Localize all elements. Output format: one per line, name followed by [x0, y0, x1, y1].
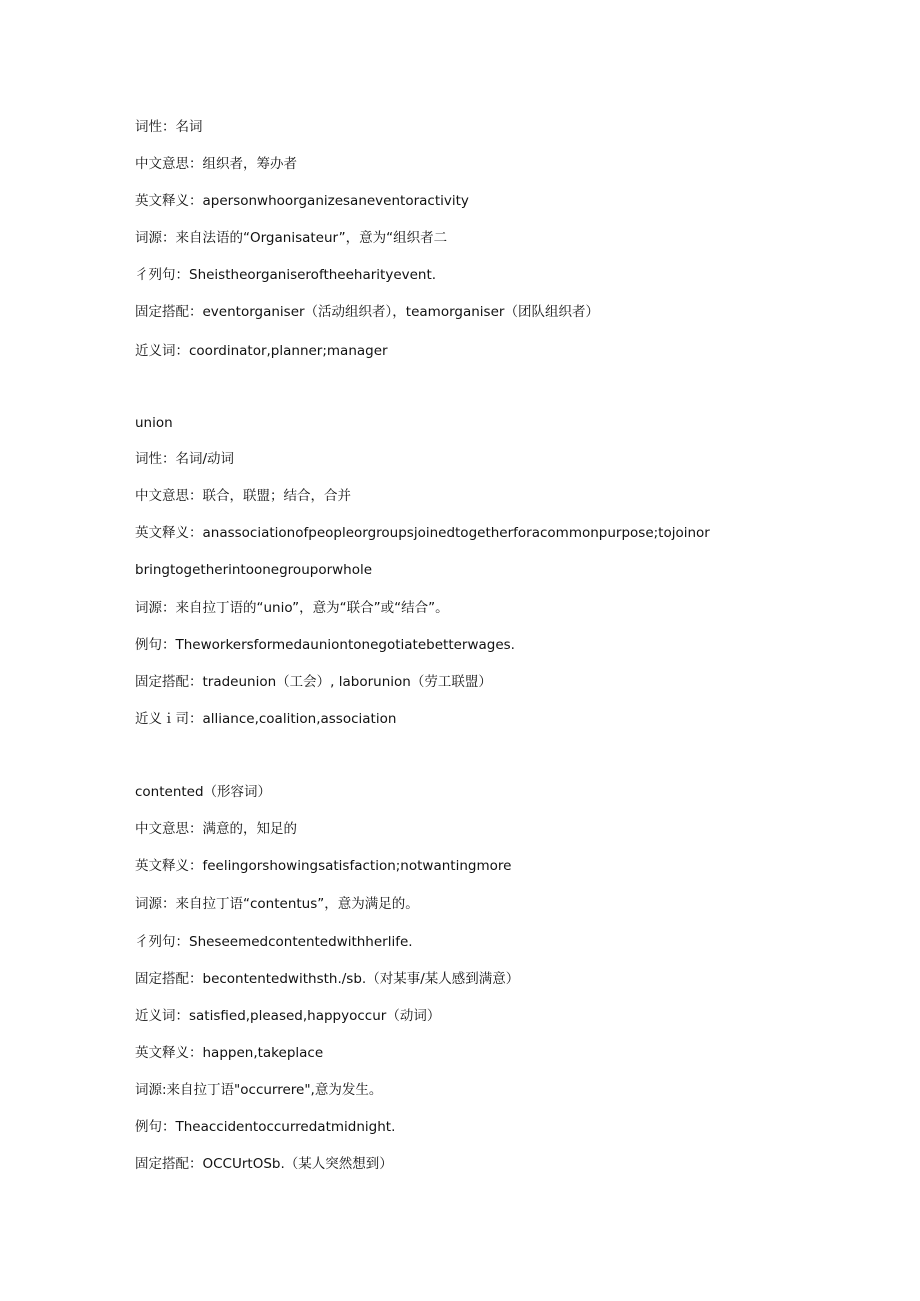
union-pos: 词性：名词/动词: [135, 451, 235, 467]
occur-en-def: 英文释义：happen,takeplace: [135, 1045, 324, 1061]
occur-etymology: 词源:来自拉丁语"occurrere",意为发生。: [135, 1082, 383, 1098]
union-headword: union: [135, 415, 173, 431]
organiser-collocation: 固定搭配：eventorganiser（活动组织者），teamorganiser（团队组织者）: [135, 304, 599, 320]
organiser-example: 彳列句：Sheistheorganiseroftheeharityevent.: [135, 267, 437, 283]
contented-headword: contented（形容词）: [135, 784, 272, 800]
contented-example: 彳列句：Sheseemedcontentedwithherlife.: [135, 934, 413, 950]
organiser-synonyms: 近义词：coordinator,planner;manager: [135, 343, 388, 359]
occur-collocation: 固定搭配：OCCUrtOSb.（某人突然想到）: [135, 1156, 393, 1172]
union-etymology: 词源：来自拉丁语的“unio”，意为“联合”或“结合”。: [135, 600, 449, 616]
contented-cn-meaning: 中文意思：满意的，知足的: [135, 821, 297, 837]
union-en-def-continued: bringtogetherintoonegrouporwhole: [135, 562, 373, 578]
contented-synonyms-occur-headword: 近义词：satisfied,pleased,happyoccur（动词）: [135, 1008, 441, 1024]
organiser-cn-meaning: 中文意思：组织者，筹办者: [135, 156, 297, 172]
union-synonyms: 近义ｉ司：alliance,coalition,association: [135, 711, 397, 727]
contented-en-def: 英文释义：feelingorshowingsatisfaction;notwantingmore: [135, 858, 512, 874]
organiser-pos: 词性：名词: [135, 119, 203, 135]
union-collocation: 固定搭配：tradeunion（工会）, laborunion（劳工联盟）: [135, 674, 492, 690]
contented-etymology: 词源：来自拉丁语“contentus”，意为满足的。: [135, 896, 419, 912]
union-en-def: 英文释义：anassociationofpeopleorgroupsjoinedtogetherforacommonpurpose;tojoinor: [135, 525, 710, 541]
occur-example: 例句：Theaccidentoccurredatmidnight.: [135, 1119, 396, 1135]
union-cn-meaning: 中文意思：联合，联盟；结合，合并: [135, 488, 351, 504]
organiser-etymology: 词源：来自法语的“Organisateur”，意为“组织者二: [135, 230, 448, 246]
contented-collocation: 固定搭配：becontentedwithsth./sb.（对某事/某人感到满意）: [135, 971, 520, 987]
union-example: 例句：Theworkersformedauniontonegotiatebetterwages.: [135, 637, 515, 653]
organiser-en-def: 英文释义：apersonwhoorganizesaneventoractivity: [135, 193, 469, 209]
